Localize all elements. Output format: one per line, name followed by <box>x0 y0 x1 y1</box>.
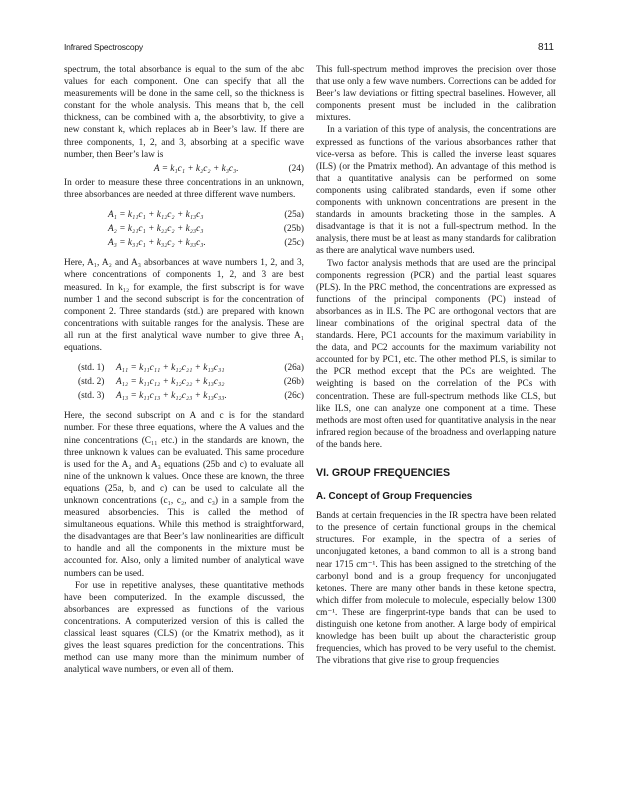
equation-26a <box>64 362 304 374</box>
left-column <box>64 64 304 676</box>
page-header <box>64 42 554 56</box>
equation-number: (25b) <box>283 224 304 235</box>
equation-body: A = k₁c₁ + k₂c₂ + k₃c₃. <box>153 163 239 174</box>
equation-body: A₁₂ = k₁₁c₁₂ + k₁₂c₂₂ + k₁₃c₃₂ <box>116 377 225 388</box>
equation-25a <box>64 209 304 221</box>
equation-number: (24) <box>288 163 304 174</box>
paragraph: This full-spectrum method improves the precision over those that use only a few wave numbers. Corrections can be added for Beer’s law deviations or fitting spectral baselines. However, all components present must be included in the calibration mixtures. <box>316 65 556 124</box>
equation-body: A₁₁ = k₁₁c₁₁ + k₁₂c₂₁ + k₁₃c₃₁ <box>116 363 225 374</box>
equation-26b <box>64 376 304 388</box>
paragraph: Here, the second subscript on A and c is for the standard number. For these three equations, where the A values and the nine concentrations (C₁₁ etc.) in the standards are known, the three unknown k values can be evaluated. This same procedure is used for the A₂ and A₃ equations (25b and c) to evaluate all nine of the unknown k values. Once these are known, the three equations (25a, b, and c) can be used to calculate all the unknown concentrations (c₁, c₂, and c₃) in a sample from the measured absorbencies. This is called the method of simultaneous equations. While this method is straightforward, the disadvantages are that Beer’s law nonlinearities are difficult to handle and all the components in the mixture must be accounted for. Also, only a limited number of analytical wave numbers can be used. <box>64 411 304 579</box>
paragraph: spectrum, the total absorbance is equal to the sum of the abc values for each component. One can specify that all the measurements will be done in the same cell, so the thickness is constant for the whole analysis. This means that b, the cell thickness, can be combined with a, the absorbtivity, to give a new constant k, which replaces ab in Beer’s law. If there are three components, 1, 2, and 3, absorbing at a specific wave number, then Beer’s law is <box>64 65 304 160</box>
equation-label: (std. 3) <box>78 391 105 402</box>
equation-body: A₁ = k₁₁c₁ + k₁₂c₂ + k₁₃c₃ <box>108 210 204 221</box>
equation-label: (std. 1) <box>78 363 105 374</box>
equation-number: (25a) <box>284 210 304 221</box>
equation-25b <box>64 223 304 235</box>
equation-body: A₃ = k₃₁c₁ + k₃₂c₂ + k₃₃c₃. <box>108 238 206 249</box>
equation-25c <box>64 237 304 249</box>
paragraph: In a variation of this type of analysis, the concentrations are expressed as functions of the various absorbances rather that vice-versa as before. This is called the inverse least squares (ILS) (or the Pmatrix method). An advantage of this method is that a quantitative analysis can be performed on some components using calibrated standards, even if some other components with unknown concentrations are present in the standards in amounts bracketing those in the samples. A disadvantage is that it is not a full-spectrum method. In the analysis, there must be at least as many standards for calibration as there are analytical wave numbers used. <box>316 125 556 257</box>
running-title: Infrared Spectroscopy <box>64 42 143 52</box>
equation-body: A₁₃ = k₁₁c₁₃ + k₁₂c₂₃ + k₁₃c₃₃. <box>116 391 227 402</box>
equation-number: (26b) <box>283 377 304 388</box>
equation-24 <box>64 163 304 175</box>
page-number: 811 <box>538 42 554 53</box>
paragraph: Two factor analysis methods that are used are the principal components regression (PCR) and the partial least squares (PLS). In the PRC method, the concentrations are expressed as functions of the principal components (PC) instead of absorbances as in ILS. The PC are orthogonal vectors that are linear combinations of the original spectral data of the standards. Here, PC1 accounts for the maximum variability in the data, and PC2 accounts for the maximum variability not accounted for by PC1, etc. The other method PLS, is similar to the PCR method except that the PCs are weighted. The weighting is based on the correlation of the PCs with concentration. These are full-spectrum methods like CLS, but like ILS, one can analyze one component at a time. These methods are most often used for quantitative analysis in the near infrared region because of the broadness and overlapping nature of the bands here. <box>316 258 556 450</box>
paragraph: Bands at certain frequencies in the IR spectra have been related to the presence of certain functional groups in the chemical structures. For example, in the spectra of a series of unconjugated ketones, a band common to all is a strong band near 1715 cm⁻¹. This has been assigned to the stretching of the carbonyl bond and is a group frequency for unconjugated ketones. There are many other bands in these ketone spectra, which differ from molecule to molecule, especially below 1300 cm⁻¹. These are fingerprint-type bands that can be used to distinguish one ketone from another. A large body of empirical knowledge has been built up about the characteristic group frequencies, which has proved to be very useful to the chemist. The vibrations that give rise to group frequencies <box>316 511 556 667</box>
equation-label: (std. 2) <box>78 377 105 388</box>
equation-26c <box>64 390 304 402</box>
paragraph: Here, A₁, A₂ and A₃ absorbances at wave numbers 1, 2, and 3, where concentrations of components 1, 2, and 3 are best measured. In k₁₂ for example, the first subscript is for wave number 1 and the second subscript is for the concentration of component 2. Three standards (std.) are prepared with known concentrations with suitable ranges for the analysis. These are all run at the first analytical wave number to give three A₁ equations. <box>64 258 304 353</box>
equation-number: (26c) <box>284 391 304 402</box>
section-heading: VI. GROUP FREQUENCIES <box>316 467 451 479</box>
equation-body: A₂ = k₂₁c₁ + k₂₂c₂ + k₂₃c₃ <box>108 224 204 235</box>
equation-number: (25c) <box>284 238 304 249</box>
equation-number: (26a) <box>284 363 304 374</box>
paragraph: In order to measure these three concentrations in an unknown, three absorbances are needed at three different wave numbers. <box>64 177 304 200</box>
right-column <box>316 64 556 667</box>
subsection-heading: A. Concept of Group Frequencies <box>316 491 473 503</box>
paragraph: For use in repetitive analyses, these quantitative methods have been computerized. In the example discussed, the absorbances are expressed as functions of the various concentrations. A computerized version of this is called the classical least squares (CLS) (or the Kmatrix method), as it gives the least squares prediction for the concentrations. This method can use many more than the minimum number of analytical wave numbers, or even all of them. <box>64 580 304 676</box>
